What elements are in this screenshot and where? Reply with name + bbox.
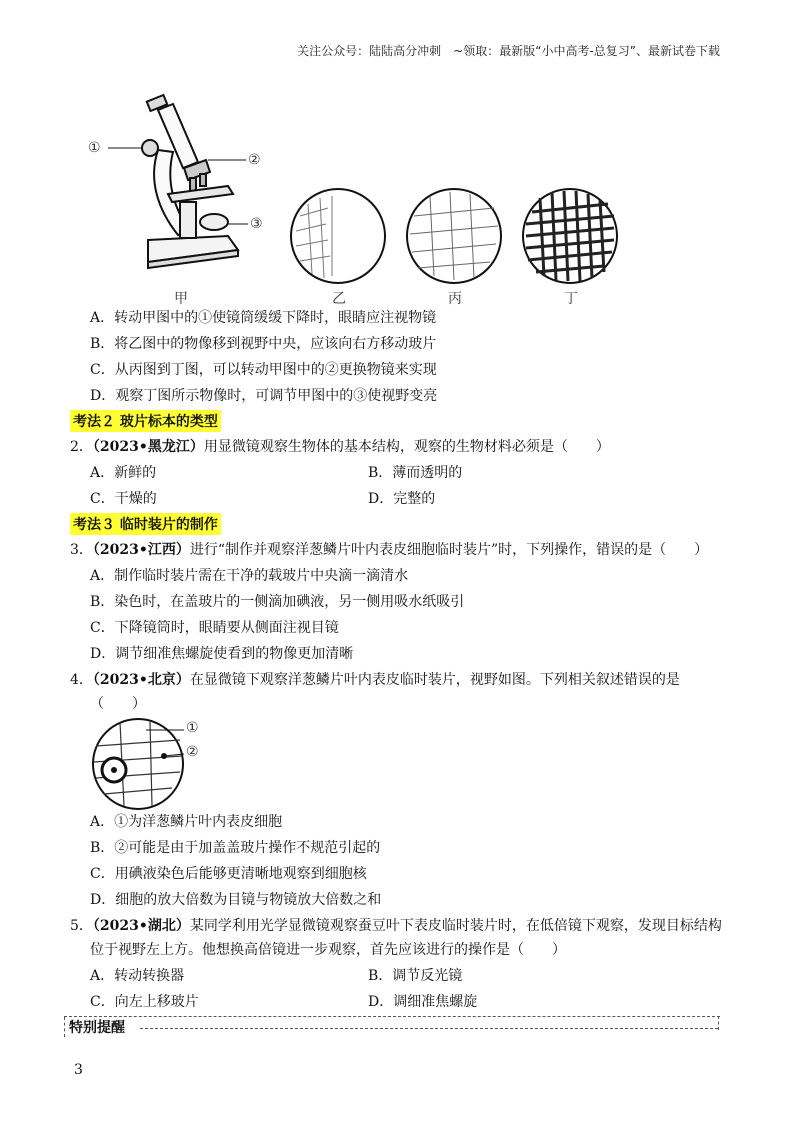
tip-box-top-border	[64, 1016, 720, 1037]
q4-option-d: D．细胞的放大倍数为目镜与物镜放大倍数之和	[90, 892, 382, 908]
section-heading-kaofa2: 考法２ 玻片标本的类型	[70, 410, 221, 432]
label-bing: 丙	[448, 291, 462, 307]
callout-2: ②	[248, 152, 261, 168]
q4-number: 4．	[70, 672, 93, 688]
q4-source: （2023•北京）	[92, 672, 190, 688]
label-jia: 甲	[174, 291, 188, 307]
q4-stem-bracket: （ ）	[90, 696, 146, 712]
label-yi: 乙	[332, 291, 346, 307]
page-header: 关注公众号：陆陆高分冲刺 ~领取：最新版“小中高考-总复习”、最新试卷下载	[297, 44, 720, 58]
q1-option-c: C．从丙图到丁图，可以转动甲图中的②更换物镜来实现	[90, 362, 437, 378]
q2-text: 用显微镜观察生物体的基本结构，观察的生物材料必须是（ ）	[203, 439, 610, 455]
q5-text: 某同学利用光学显微镜观察蚕豆叶下表皮临时装片时，在低倍镜下观察，发现目标结构	[189, 918, 722, 934]
q3-option-d: D．调节细准焦螺旋使看到的物像更加清晰	[90, 646, 354, 662]
q5-number: 5．	[70, 918, 93, 934]
microscope-figure	[88, 90, 718, 310]
q5-option-c: C．向左上移玻片	[90, 994, 199, 1010]
q1-option-b: B．将乙图中的物像移到视野中央，应该向右方移动玻片	[90, 336, 437, 352]
q2-option-d: D．完整的	[368, 491, 436, 507]
page-number: 3	[74, 1062, 83, 1078]
q5-stem-line2: 位于视野左上方。他想换高倍镜进一步观察，首先应该进行的操作是（ ）	[90, 942, 566, 958]
microscope-illustration	[88, 90, 288, 280]
q5-source: （2023•湖北）	[92, 918, 190, 934]
q2-option-a: A．新鲜的	[90, 465, 157, 481]
q2-option-c: C．干燥的	[90, 491, 157, 507]
q2-source: （2023•黑龙江）	[92, 439, 204, 455]
view-ding-circle	[520, 186, 620, 286]
q2-number: 2．	[70, 439, 93, 455]
q4-stem	[70, 670, 680, 690]
q3-option-c: C．下降镜筒时，眼睛要从侧面注视目镜	[90, 620, 339, 636]
q3-stem	[70, 540, 708, 560]
q3-option-a: A．制作临时装片需在干净的载玻片中央滴一滴清水	[90, 568, 409, 584]
q5-option-b: B．调节反光镜	[368, 968, 463, 984]
q1-option-a: A．转动甲图中的①使镜筒缓缓下降时，眼睛应注视物镜	[90, 310, 437, 326]
q4-field-of-view	[90, 716, 200, 812]
q4-option-a: A．①为洋葱鳞片叶内表皮细胞	[90, 814, 283, 830]
tip-box-right-border	[718, 1016, 719, 1030]
section-heading-kaofa3: 考法３ 临时装片的制作	[70, 513, 221, 535]
q4-text: 在显微镜下观察洋葱鳞片叶内表皮临时装片，视野如图。下列相关叙述错误的是	[189, 672, 680, 688]
q1-option-d: D．观察丁图所示物像时，可调节甲图中的③使视野变亮	[90, 388, 438, 404]
q2-stem	[70, 437, 610, 457]
label-ding: 丁	[564, 291, 578, 307]
tip-label: 特别提醒	[64, 1017, 129, 1037]
q4-callout-1: ①	[186, 720, 199, 736]
q2-option-b: B．薄而透明的	[368, 465, 463, 481]
q3-source: （2023•江西）	[92, 542, 190, 558]
q3-option-b: B．染色时，在盖玻片的一侧滴加碘液，另一侧用吸水纸吸引	[90, 594, 465, 610]
q5-option-a: A．转动转换器	[90, 968, 185, 984]
view-yi-circle	[288, 186, 388, 286]
view-bing-circle	[404, 186, 504, 286]
q4-option-b: B．②可能是由于加盖盖玻片操作不规范引起的	[90, 840, 381, 856]
q4-option-c: C．用碘液染色后能够更清晰地观察到细胞核	[90, 866, 367, 882]
q5-stem	[70, 916, 722, 936]
callout-3: ③	[250, 216, 263, 232]
q5-option-d: D．调细准焦螺旋	[368, 994, 478, 1010]
tip-dashed-line	[140, 1028, 718, 1029]
q4-callout-2: ②	[186, 744, 199, 760]
callout-1: ①	[88, 140, 101, 156]
q3-text: 进行“制作并观察洋葱鳞片叶内表皮细胞临时装片”时，下列操作，错误的是（ ）	[189, 542, 709, 558]
q3-number: 3．	[70, 542, 93, 558]
